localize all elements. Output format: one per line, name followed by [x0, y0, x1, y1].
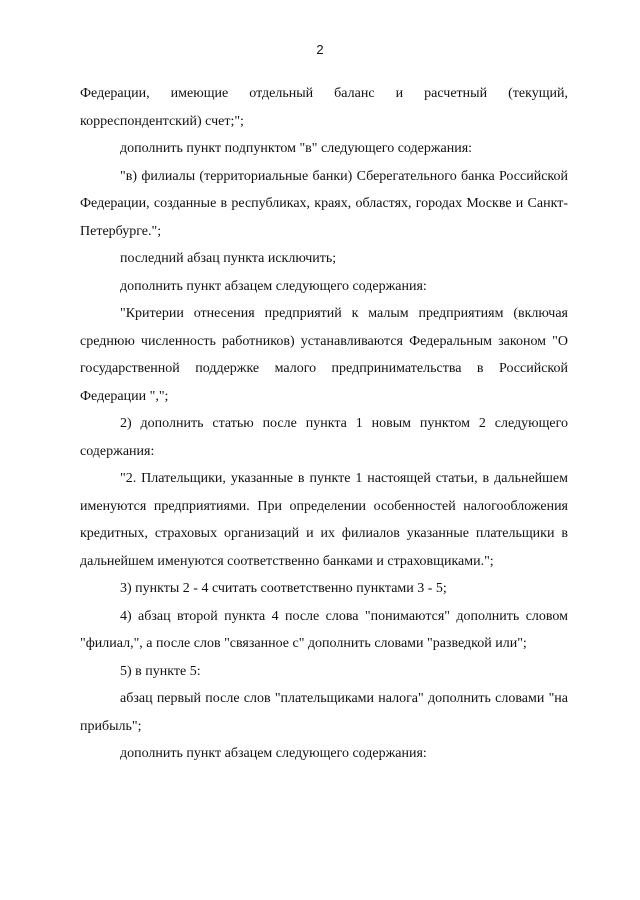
- paragraph: дополнить пункт абзацем следующего содержания:: [120, 746, 427, 761]
- paragraph: "Критерии отнесения предприятий к малым предприятиям (включая среднюю численность работников) устанавливаются Федеральным законом "О государственной поддержке малого предпринимательства в Российской Федерации ",";: [80, 306, 568, 404]
- document-body: [80, 80, 568, 768]
- paragraph: "в) филиалы (территориальные банки) Сберегательного банка Российской Федерации, созданные в республиках, краях, областях, городах Москве и Санкт-Петербурге.";: [80, 168, 568, 239]
- paragraph: 5) в пункте 5:: [120, 663, 201, 679]
- paragraph: 3) пункты 2 - 4 считать соответственно пунктами 3 - 5;: [120, 581, 447, 596]
- paragraph: 4) абзац второй пункта 4 после слова "понимаются" дополнить словом "филиал,", а после слов "связанное с" дополнить словами "разведкой или";: [80, 608, 568, 651]
- paragraph: "2. Плательщики, указанные в пункте 1 настоящей статьи, в дальнейшем именуются предприятиями. При определении особенностей налогообложения кредитных, страховых организаций и их филиалов указанные плательщики в дальнейшем именуются соответственно банками и страховщиками.";: [80, 471, 568, 569]
- paragraph: последний абзац пункта исключить;: [120, 251, 337, 266]
- paragraph-continuation: Федерации, имеющие отдельный баланс и расчетный (текущий, корреспондентский) счет;";: [80, 86, 568, 129]
- paragraph: дополнить пункт абзацем следующего содержания:: [120, 278, 427, 294]
- paragraph: 2) дополнить статью после пункта 1 новым пунктом 2 следующего содержания:: [80, 416, 568, 459]
- paragraph: дополнить пункт подпунктом "в" следующего содержания:: [120, 141, 473, 156]
- page-number: 2: [316, 42, 324, 57]
- paragraph: абзац первый после слов "плательщиками налога" дополнить словами "на прибыль";: [80, 691, 568, 734]
